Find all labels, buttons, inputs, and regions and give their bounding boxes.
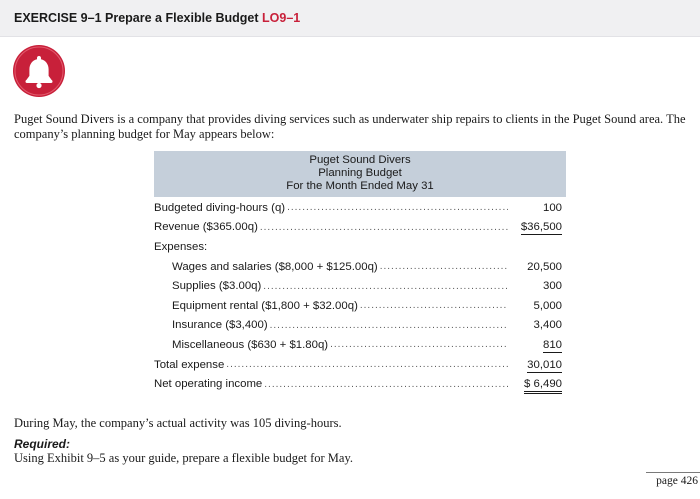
row-label: Budgeted diving-hours (q) bbox=[154, 201, 286, 214]
row-value: $ 6,490 bbox=[524, 378, 562, 394]
row-label: Miscellaneous ($630 + $1.80q) bbox=[172, 338, 329, 351]
bell-icon bbox=[12, 44, 66, 98]
budget-row-total-expense bbox=[154, 355, 566, 375]
row-label: Supplies ($3.00q) bbox=[172, 280, 262, 293]
row-label: Revenue ($365.00q) bbox=[154, 221, 258, 234]
row-label: Expenses: bbox=[154, 240, 208, 253]
budget-row-supplies bbox=[154, 276, 566, 296]
budget-row-diving-hours bbox=[154, 198, 566, 218]
row-value: $36,500 bbox=[520, 221, 562, 234]
row-value: 3,400 bbox=[533, 319, 562, 332]
row-value: 5,000 bbox=[533, 299, 562, 312]
page-reference: page 426 bbox=[646, 472, 700, 487]
exercise-header bbox=[0, 0, 700, 37]
budget-period: For the Month Ended May 31 bbox=[286, 180, 434, 192]
budget-name: Planning Budget bbox=[318, 167, 402, 179]
row-label: Insurance ($3,400) bbox=[172, 319, 268, 332]
row-label: Wages and salaries ($8,000 + $125.00q) bbox=[172, 260, 378, 273]
company-name: Puget Sound Divers bbox=[309, 154, 411, 166]
budget-header bbox=[154, 151, 566, 197]
learning-objective-link[interactable]: LO9–1 bbox=[262, 11, 301, 25]
row-value: 810 bbox=[542, 338, 562, 351]
row-value: 30,010 bbox=[527, 358, 562, 371]
budget-row-wages bbox=[154, 257, 566, 277]
budget-row-insurance bbox=[154, 316, 566, 336]
row-value: 20,500 bbox=[527, 260, 562, 273]
budget-row-miscellaneous bbox=[154, 335, 566, 355]
row-label: Equipment rental ($1,800 + $32.00q) bbox=[172, 299, 358, 312]
exercise-title-text: EXERCISE 9–1 Prepare a Flexible Budget bbox=[14, 11, 263, 25]
budget-row-equipment-rental bbox=[154, 296, 566, 316]
required-label: Required: bbox=[14, 437, 71, 451]
required-text: Using Exhibit 9–5 as your guide, prepare a flexible budget for May. bbox=[14, 451, 354, 465]
exercise-title bbox=[14, 11, 300, 25]
row-value: 100 bbox=[542, 201, 562, 214]
budget-row-net-operating-income bbox=[154, 374, 566, 394]
row-label: Total expense bbox=[154, 358, 225, 371]
budget-row-expenses-heading bbox=[154, 237, 566, 257]
activity-text: During May, the company’s actual activity was 105 diving-hours. bbox=[14, 416, 342, 430]
budget-row-revenue bbox=[154, 218, 566, 238]
planning-budget-table bbox=[154, 151, 566, 394]
intro-paragraph: Puget Sound Divers is a company that provides diving services such as underwater ship repairs to clients in the Puget Sound area. The company’s planning budget for May appears below: bbox=[14, 112, 686, 141]
row-label: Net operating income bbox=[154, 378, 263, 391]
row-value: 300 bbox=[542, 280, 562, 293]
